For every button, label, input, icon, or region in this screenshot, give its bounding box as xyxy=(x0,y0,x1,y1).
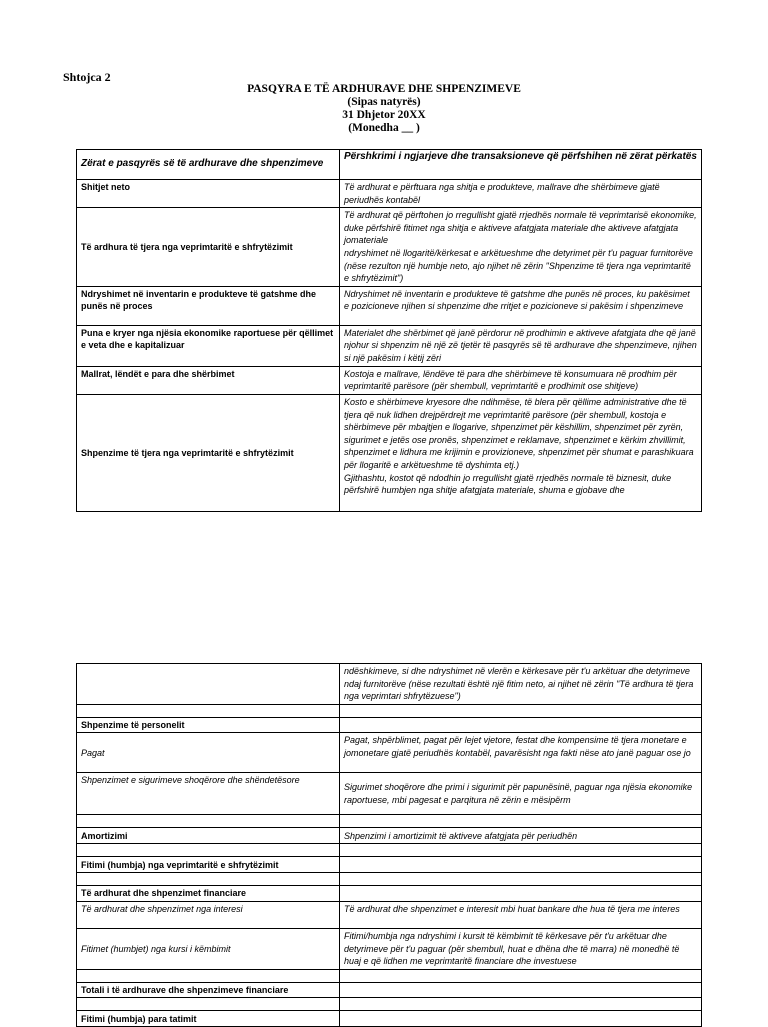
table-header-row xyxy=(77,150,702,180)
row-description xyxy=(340,886,702,902)
row-label xyxy=(77,844,340,857)
row-label xyxy=(77,815,340,828)
row-label: Fitimi (humbja) nga veprimtaritë e shfrytëzimit xyxy=(77,857,340,873)
row-label: Ndryshimet në inventarin e produkteve të gatshme dhe punës në proces xyxy=(77,286,340,325)
table-row xyxy=(77,969,702,982)
table-row xyxy=(77,704,702,717)
row-label xyxy=(77,664,340,705)
row-description xyxy=(340,982,702,998)
table-row xyxy=(77,180,702,208)
table-row xyxy=(77,733,702,773)
row-description: Të ardhurat dhe shpenzimet e interesit mbi huat bankare dhe hua të tjera me interes xyxy=(340,901,702,928)
row-label: Shpenzime të tjera nga veprimtaritë e shfrytëzimit xyxy=(77,394,340,511)
table-row xyxy=(77,394,702,511)
row-label: Fitimet (humbjet) nga kursi i këmbimit xyxy=(77,928,340,969)
row-description: Të ardhurat e përftuara nga shitja e produkteve, mallrave dhe shërbimeve gjatë periudhës kontabël xyxy=(340,180,702,208)
document-header xyxy=(0,83,768,135)
row-description xyxy=(340,998,702,1011)
row-description: Kostoja e mallrave, lëndëve të para dhe shërbimeve të konsumuara në prodhim për veprimtaritë parësore (për shembull, veprimtaritë e prodhimit ose shitjeve) xyxy=(340,366,702,394)
table-row xyxy=(77,901,702,928)
row-description xyxy=(340,1011,702,1027)
table-row xyxy=(77,928,702,969)
row-label: Puna e kryer nga njësia ekonomike raportuese për qëllimet e veta dhe e kapitalizuar xyxy=(77,325,340,366)
document-currency: (Monedha __ ) xyxy=(348,122,420,134)
row-label: Shpenzime të personelit xyxy=(77,717,340,733)
table-row xyxy=(77,815,702,828)
column-header-description: Përshkrimi i ngjarjeve dhe transaksioneve që përfshihen në zërat përkatës xyxy=(340,150,702,180)
table-row xyxy=(77,828,702,844)
row-label: Totali i të ardhurave dhe shpenzimeve financiare xyxy=(77,982,340,998)
row-label xyxy=(77,998,340,1011)
table-row xyxy=(77,844,702,857)
document-date: 31 Dhjetor 20XX xyxy=(342,109,426,121)
row-description xyxy=(340,873,702,886)
row-label xyxy=(77,873,340,886)
row-description: Pagat, shpërblimet, pagat për lejet vjetore, festat dhe kompensime të tjera monetare e jomonetare gjatë periudhës kontabël, pavarësisht nga fakti nëse ato janë paguar ose jo xyxy=(340,733,702,773)
document-subtitle: (Sipas natyrës) xyxy=(347,96,421,108)
row-description: Sigurimet shoqërore dhe primi i sigurimit për papunësinë, paguar nga njësia ekonomike raportuese, mbi pagesat e parqitura në zërin e mësipërm xyxy=(340,773,702,815)
row-description: Shpenzimi i amortizimit të aktiveve afatgjata për periudhën xyxy=(340,828,702,844)
row-label: Shpenzimet e sigurimeve shoqërore dhe shëndetësore xyxy=(77,773,340,815)
row-label: Fitimi (humbja) para tatimit xyxy=(77,1011,340,1027)
table-row xyxy=(77,982,702,998)
row-description: Ndryshimet në inventarin e produkteve të gatshme dhe punës në proces, ku pakësimet e pozicioneve njihen si shpenzime dhe rritjet e pozicioneve si pakësim i shpenzimeve xyxy=(340,286,702,325)
row-description: Materialet dhe shërbimet që janë përdorur në prodhimin e aktiveve afatgjata dhe që janë njohur si shpenzim në një zë tjetër të pasqyrës së të ardhurave dhe shpenzimeve, njihen si një pakësim i këtij zëri xyxy=(340,325,702,366)
row-label: Të ardhura të tjera nga veprimtaritë e shfrytëzimit xyxy=(77,208,340,287)
table-row xyxy=(77,873,702,886)
table-row xyxy=(77,857,702,873)
table-row xyxy=(77,1011,702,1027)
table-row xyxy=(77,886,702,902)
row-label: Shitjet neto xyxy=(77,180,340,208)
income-statement-table-page1 xyxy=(76,149,702,512)
row-description xyxy=(340,969,702,982)
row-label xyxy=(77,704,340,717)
table-row xyxy=(77,717,702,733)
row-label: Të ardhurat dhe shpenzimet nga interesi xyxy=(77,901,340,928)
row-description xyxy=(340,844,702,857)
table-row xyxy=(77,998,702,1011)
table-row xyxy=(77,208,702,287)
row-label xyxy=(77,969,340,982)
table-row xyxy=(77,366,702,394)
annex-label: Shtojca 2 xyxy=(63,70,111,84)
table-row xyxy=(77,286,702,325)
row-label: Amortizimi xyxy=(77,828,340,844)
table-row xyxy=(77,664,702,705)
row-label: Mallrat, lëndët e para dhe shërbimet xyxy=(77,366,340,394)
table-row xyxy=(77,773,702,815)
row-description: Fitimi/humbja nga ndryshimi i kursit të këmbimit të kërkesave për t'u arkëtuar dhe detyrimeve për t'u paguar (për shembull, huat e dhëna dhe të marra) në monedhë të huaj e që lidhen me veprimtaritë financiare dhe investuese xyxy=(340,928,702,969)
row-description: ndëshkimeve, si dhe ndryshimet në vlerën e kërkesave për t'u arkëtuar dhe detyrimeve ndaj furnitorëve (nëse rezultati është një fitim neto, ai njihet në zërin "Të ardhura të tjera nga veprimtari shfrytëzuese") xyxy=(340,664,702,705)
document-title: PASQYRA E TË ARDHURAVE DHE SHPENZIMEVE xyxy=(247,83,521,95)
column-header-items: Zërat e pasqyrës së të ardhurave dhe shpenzimeve xyxy=(77,150,340,180)
row-label: Pagat xyxy=(77,733,340,773)
row-description: Kosto e shërbimeve kryesore dhe ndihmëse, të blera për qëllime administrative dhe të tjera që nuk lidhen drejpërdrejt me veprimtaritë parësore (për shembull, kostoja e shërbimeve për mbajtjen e llogarive, shpenzimet për këshillim, shpenzimet për zyrën, sigurimet e jetës ose pronës, shpenzimet e reklamave, shpenzimet e kërkim zhvillimit, shpenzimet e lidhura me krijimin e provizioneve, shpenzimet për shumat e parashikuara për llogaritë e arkëtueshme të dyshimta etj.) Gjithashtu, kostot që ndodhin jo rregullisht gjatë rrjedhës normale të biznesit, duke përfshirë humbjen nga shitje afatgjata materiale, shuma e gjobave dhe xyxy=(340,394,702,511)
income-statement-table-page2 xyxy=(76,663,702,1027)
row-description xyxy=(340,704,702,717)
table-row xyxy=(77,325,702,366)
row-label: Të ardhurat dhe shpenzimet financiare xyxy=(77,886,340,902)
row-description xyxy=(340,857,702,873)
row-description xyxy=(340,815,702,828)
row-description: Të ardhurat që përftohen jo rregullisht gjatë rrjedhës normale të veprimtarisë ekonomike, duke përfshirë fitimet nga shitja e aktiveve afatgjata materiale dhe aktiveve afatgjata jomateriale ndryshimet në llogaritë/kërkesat e arkëtueshme dhe detyrimet për t'u paguar furnitorëve (nëse rezulton një humbje neto, ajo njihet në zërin "Shpenzime të tjera nga veprimtaritë e shfrytëzimit") xyxy=(340,208,702,287)
row-description xyxy=(340,717,702,733)
